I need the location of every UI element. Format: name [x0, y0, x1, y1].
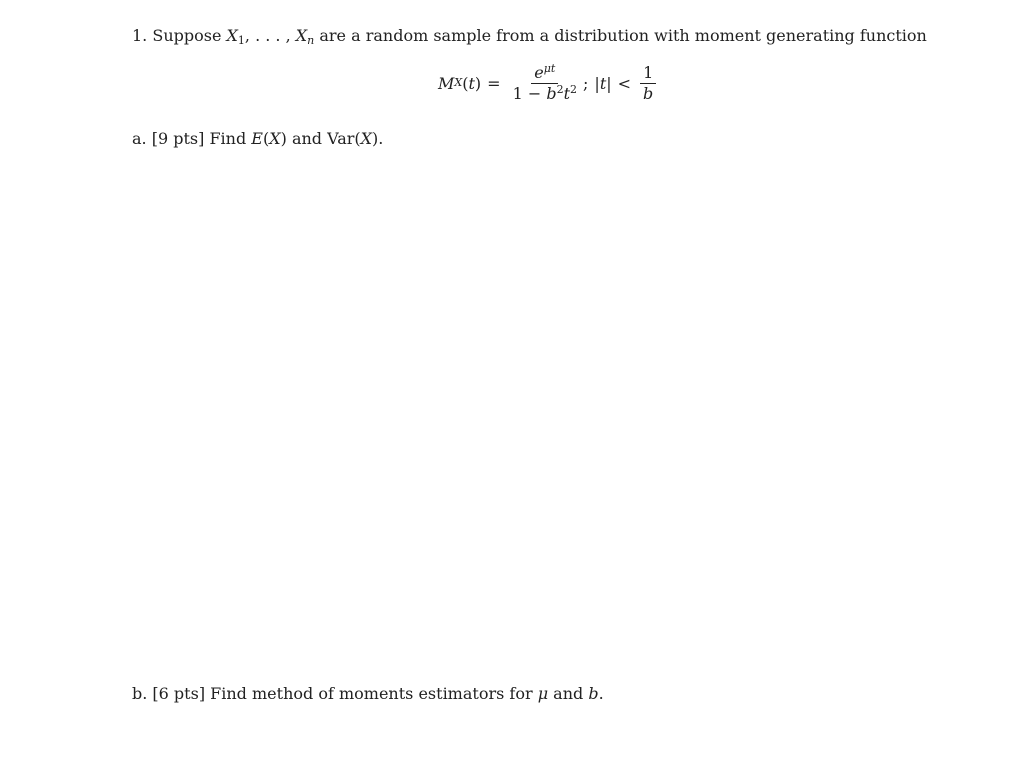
part-a-label: a. — [132, 129, 147, 148]
mgf-fraction — [510, 61, 580, 103]
eq-equals: = — [487, 73, 501, 93]
x1-subscript: 1 — [237, 34, 245, 47]
bound-numerator: 1 — [640, 64, 656, 84]
mgf-equation: M X ( t ) = $\frac{e^{\mu t}}{1 - b^2t^2}$ ; | t | < $\frac{1}{b}$ — [438, 58, 659, 108]
intro-text-1: Suppose — [152, 26, 227, 45]
den-b: b — [546, 83, 557, 103]
part-a-and: and Var( — [286, 129, 361, 148]
part-b-mu: μ — [537, 684, 549, 703]
eq-paren-open: ( — [462, 73, 469, 93]
part-b-text-1: Find method of moments estimators for — [205, 684, 538, 703]
part-a-points: [9 pts] — [151, 129, 205, 148]
part-a-X1: X — [269, 129, 281, 148]
den-t: t — [563, 83, 571, 103]
part-b-label: b. — [132, 684, 148, 703]
eq-M: M — [438, 73, 455, 93]
ellipsis: , . . . , — [244, 26, 296, 45]
part-b — [132, 684, 604, 704]
part-b-points: [6 pts] — [152, 684, 206, 703]
part-a-paren-2: ) — [280, 129, 287, 148]
num-exponent: μt — [543, 61, 556, 75]
problem-statement — [132, 26, 927, 46]
x1-variable: X — [226, 26, 238, 45]
eq-less-than: < — [617, 73, 632, 93]
eq-t: t — [468, 73, 475, 93]
abs-t: t — [599, 73, 607, 93]
part-b-b: b — [588, 684, 599, 703]
xn-variable: X — [295, 26, 308, 45]
part-a-text-1: Find — [204, 129, 252, 148]
den-prefix: 1 − — [512, 83, 547, 103]
abs-open: | — [594, 73, 600, 93]
intro-text-2: are a random sample from a distribution with moment generating function — [314, 26, 927, 45]
problem-number: 1. — [132, 26, 148, 45]
mgf-denominator — [510, 84, 580, 103]
eq-paren-close: ) — [474, 73, 482, 93]
bound-denominator: b — [643, 83, 654, 103]
part-b-end: . — [598, 684, 604, 703]
den-b-exp: 2 — [556, 82, 564, 96]
den-t-exp: 2 — [570, 82, 578, 96]
part-a-end: ). — [372, 129, 384, 148]
part-a-E: E — [251, 129, 263, 148]
part-a-X2: X — [360, 129, 373, 148]
mgf-numerator — [531, 61, 558, 84]
xn-subscript: n — [307, 34, 315, 47]
abs-close: | — [606, 73, 612, 93]
bound-fraction — [640, 64, 656, 103]
eq-semicolon: ; — [583, 73, 589, 93]
part-a-paren-1: ( — [262, 129, 270, 148]
part-a — [132, 129, 383, 149]
num-e: e — [534, 62, 544, 82]
part-b-and: and — [548, 684, 589, 703]
